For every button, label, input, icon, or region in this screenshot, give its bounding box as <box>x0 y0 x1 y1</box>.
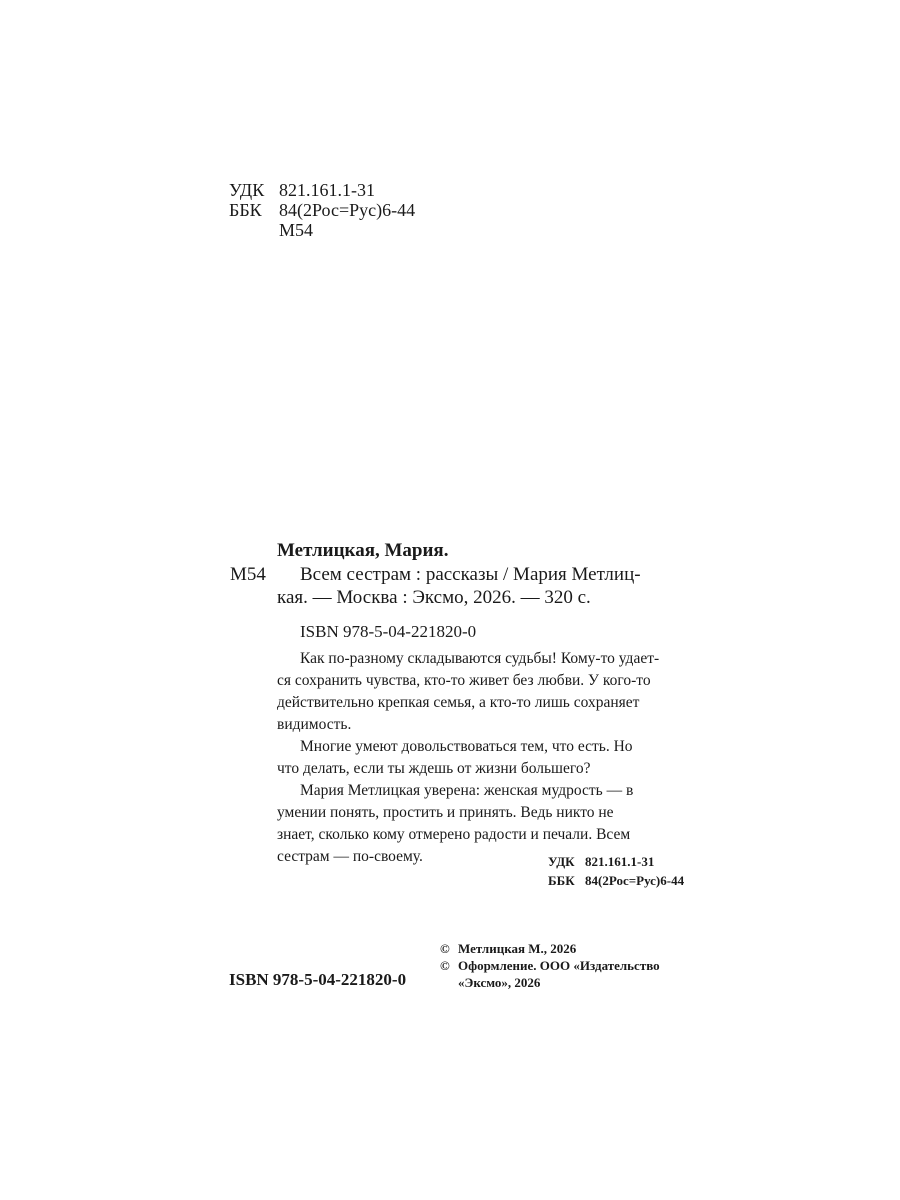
copyright-symbol: © <box>440 958 450 973</box>
author-mark: М54 <box>279 220 314 240</box>
annotation-line: действительно крепкая семья, а кто-то лишь сохраняет <box>277 694 640 711</box>
bbk-value: 84(2Рос=Рус)6-44 <box>279 200 416 220</box>
classification-block-top <box>229 180 415 240</box>
bbk-value: 84(2Рос=Рус)6-44 <box>585 873 685 888</box>
record-title-line-1: Всем сестрам : рассказы / Мария Метлиц- <box>300 564 641 585</box>
udk-label: УДК <box>229 180 265 200</box>
annotation-line: видимость. <box>277 716 352 733</box>
copyright-symbol: © <box>440 941 450 956</box>
annotation-line: Мария Метлицкая уверена: женская мудрость — в <box>300 782 634 799</box>
bbk-row <box>548 871 684 890</box>
bbk-label: ББК <box>229 200 262 220</box>
isbn-bottom: ISBN 978-5-04-221820-0 <box>229 970 407 989</box>
record-title-line-2: кая. — Москва : Эксмо, 2026. — 320 с. <box>277 587 591 608</box>
udk-row <box>548 852 684 871</box>
udk-value: 821.161.1-31 <box>279 180 375 200</box>
record-code: М54 <box>230 564 266 585</box>
annotation-line: что делать, если ты ждешь от жизни большего? <box>277 760 591 777</box>
annotation-line: знает, сколько кому отмерено радости и печали. Всем <box>277 826 631 843</box>
copyright-design-text: Оформление. ООО «Издательство <box>458 958 660 973</box>
annotation-line: Как по-разному складываются судьбы! Кому-то удает- <box>300 650 660 667</box>
annotation-line: ся сохранить чувства, кто-то живет без любви. У кого-то <box>277 672 651 689</box>
annotation-line: умении понять, простить и принять. Ведь никто не <box>277 804 614 821</box>
copyright-design-cont: «Эксмо», 2026 <box>458 975 541 990</box>
udk-row <box>229 180 415 200</box>
bbk-row <box>229 200 415 220</box>
author-mark-row <box>229 220 415 240</box>
record-isbn: ISBN 978-5-04-221820-0 <box>300 622 477 641</box>
record-author: Метлицкая, Мария. <box>277 540 449 561</box>
udk-label: УДК <box>548 854 575 869</box>
udk-value: 821.161.1-31 <box>585 854 655 869</box>
copyright-author-text: Метлицкая М., 2026 <box>458 941 577 956</box>
bbk-label: ББК <box>548 873 575 888</box>
annotation-line: Многие умеют довольствоваться тем, что есть. Но <box>300 738 633 755</box>
annotation-line: сестрам — по-своему. <box>277 848 423 865</box>
classification-block-bottom <box>548 852 684 890</box>
